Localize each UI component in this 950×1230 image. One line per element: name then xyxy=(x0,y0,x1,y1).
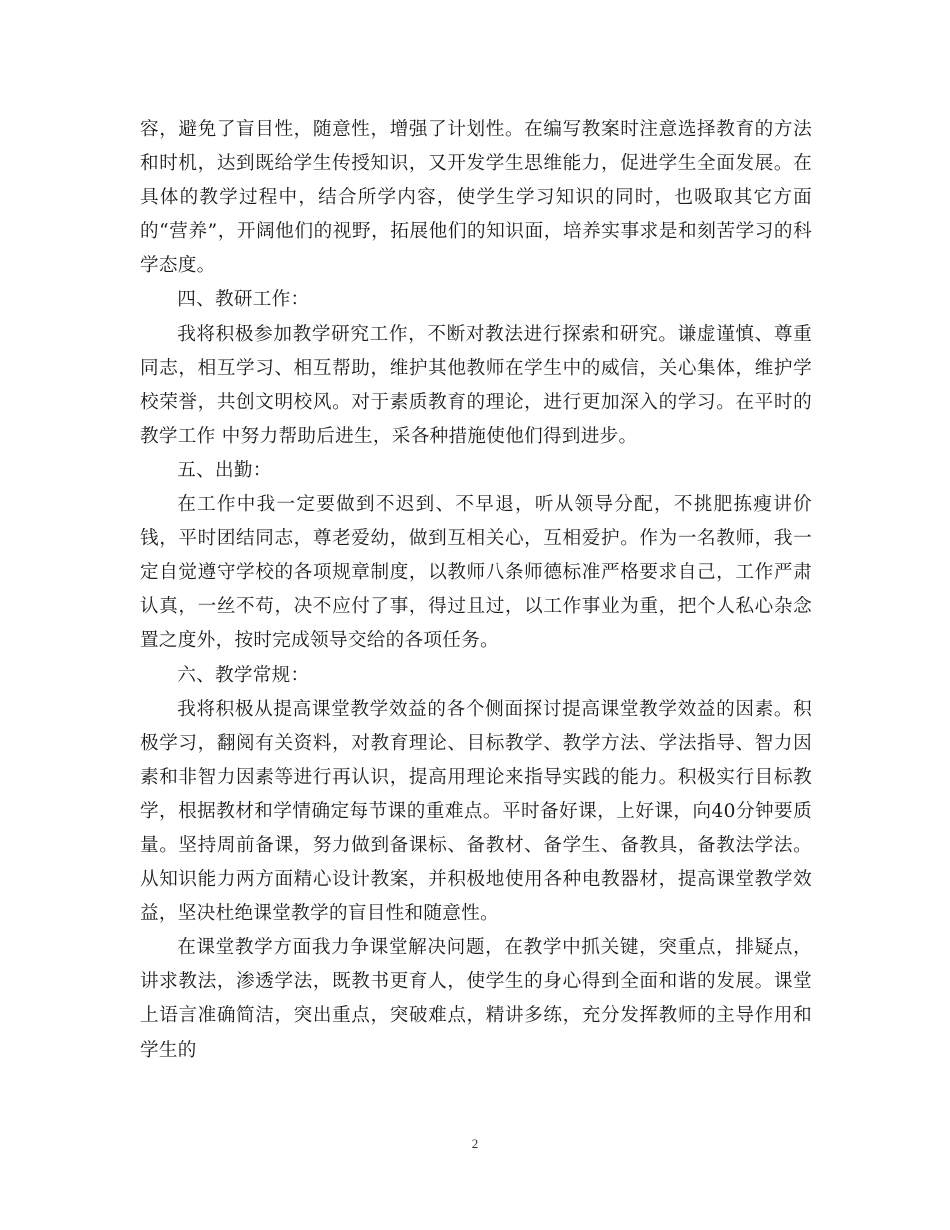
document-body xyxy=(140,113,812,1068)
paragraph-teaching-routine: 我将积极从提高课堂教学效益的各个侧面探讨提高课堂教学效益的因素。积极学习，翻阅有关资料，对教育理论、目标教学、教学方法、学法指导、智力因素和非智力因素等进行再认识，提高用理论来指导实践的能力。积极实行目标教学，根据教材和学情确定每节课的重难点。平时备好课，上好课，向40分钟要质量。坚持周前备课，努力做到备课标、备教材、备学生、备教具，备教法学法。从知识能力两方面精心设计教案，并积极地使用各种电教器材，提高课堂教学效益，坚决杜绝课堂教学的盲目性和随意性。 xyxy=(140,698,812,925)
section-heading-attendance: 五、出勤： xyxy=(177,459,272,481)
paragraph-attendance: 在工作中我一定要做到不迟到、不早退，听从领导分配，不挑肥拣瘦讲价钱，平时团结同志，尊老爱幼，做到互相关心，互相爱护。作为一名教师，我一定自觉遵守学校的各项规章制度，以教师八条师德标准严格要求自己，工作严肃认真，一丝不苟，决不应付了事，得过且过，以工作事业为重，把个人私心杂念置之度外，按时完成领导交给的各项任务。 xyxy=(140,494,812,652)
paragraph-continuation: 容，避免了盲目性，随意性，增强了计划性。在编写教案时注意选择教育的方法和时机，达到既给学生传授知识，又开发学生思维能力，促进学生全面发展。在具体的教学过程中，结合所学内容，使学生学习知识的同时，也吸取其它方面的“营养”，开阔他们的视野，拓展他们的知识面，培养实事求是和刻苦学习的科学态度。 xyxy=(140,119,812,277)
section-heading-teaching-research: 四、教研工作： xyxy=(177,289,310,311)
page-number: 2 xyxy=(471,1136,479,1151)
paragraph-classroom-teaching: 在课堂教学方面我力争课堂解决问题，在教学中抓关键，突重点，排疑点，讲求教法，渗透学法，既教书更育人，使学生的身心得到全面和谐的发展。课堂上语言准确简洁，突出重点，突破难点，精讲多练，充分发挥教师的主导作用和学生的 xyxy=(140,937,812,1061)
section-heading-teaching-routine: 六、教学常规： xyxy=(177,664,310,686)
paragraph-teaching-research: 我将积极参加教学研究工作，不断对教法进行探索和研究。谦虚谨慎、尊重同志，相互学习、相互帮助，维护其他教师在学生中的威信，关心集体，维护学校荣誉，共创文明校风。对于素质教育的理论，进行更加深入的学习。在平时的教学工作 中努力帮助后进生，采各种措施使他们得到进步。 xyxy=(140,323,812,447)
